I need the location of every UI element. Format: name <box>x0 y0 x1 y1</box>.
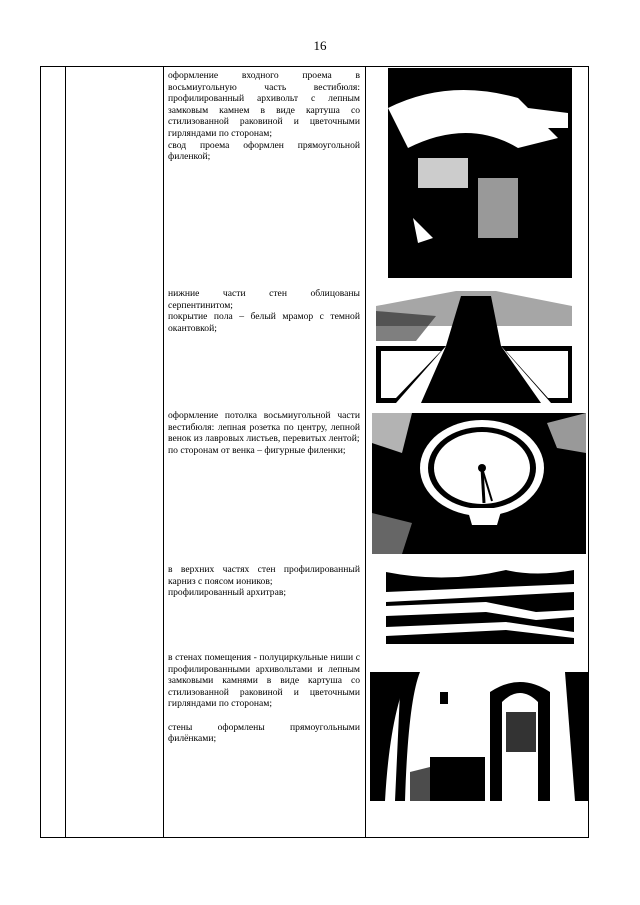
row-1-line-1: оформление входного проема в восьмиугольную часть вестибюля: профилированный архивольт с лепным замковым камнем в виде картуша со стилизованной раковиной и цветочными гирляндами по сторонам; <box>168 70 360 139</box>
row-2-line-1: нижние части стен облицованы серпентинитом; <box>168 288 360 311</box>
archway-photo-icon <box>388 68 572 278</box>
row-2-line-2: покрытие пола – белый мрамор с темной окантовкой; <box>168 311 360 334</box>
row-3-line-1: оформление потолка восьмиугольной части вестибюля: лепная розетка по центру, лепной венок из лавровых листьев, перевитых лентой; <box>168 410 360 445</box>
column-divider <box>65 67 66 837</box>
cornice-photo-icon <box>386 562 574 644</box>
row-4-description <box>168 564 360 599</box>
row-4-line-1: в верхних частях стен профилированный карниз с поясом иоников; <box>168 564 360 587</box>
row-5-line-3: стены оформлены прямоугольными филёнками; <box>168 721 360 745</box>
niches-photo-icon <box>370 672 589 801</box>
floor-photo-icon <box>376 286 572 403</box>
ceiling-rosette-photo-icon <box>372 413 586 554</box>
row-4-line-2: профилированный архитрав; <box>168 587 287 599</box>
column-divider <box>365 67 366 837</box>
row-1-description <box>168 70 360 163</box>
row-5-line-2 <box>168 710 360 722</box>
page-number: 16 <box>313 38 327 53</box>
row-3-description <box>168 410 360 456</box>
row-1-line-2: свод проема оформлен прямоугольной филенкой; <box>168 139 360 163</box>
row-2-description <box>168 288 360 334</box>
row-5-description <box>168 652 360 745</box>
row-5-line-1: в стенах помещения - полуциркульные ниши с профилированными архивольтами и лепным замковыми камнями в виде картуша со стилизованной раковиной и цветочными гирляндами по сторонам; <box>168 652 360 710</box>
column-divider <box>163 67 164 837</box>
row-3-line-2: по сторонам от венка – фигурные филенки; <box>168 444 346 456</box>
